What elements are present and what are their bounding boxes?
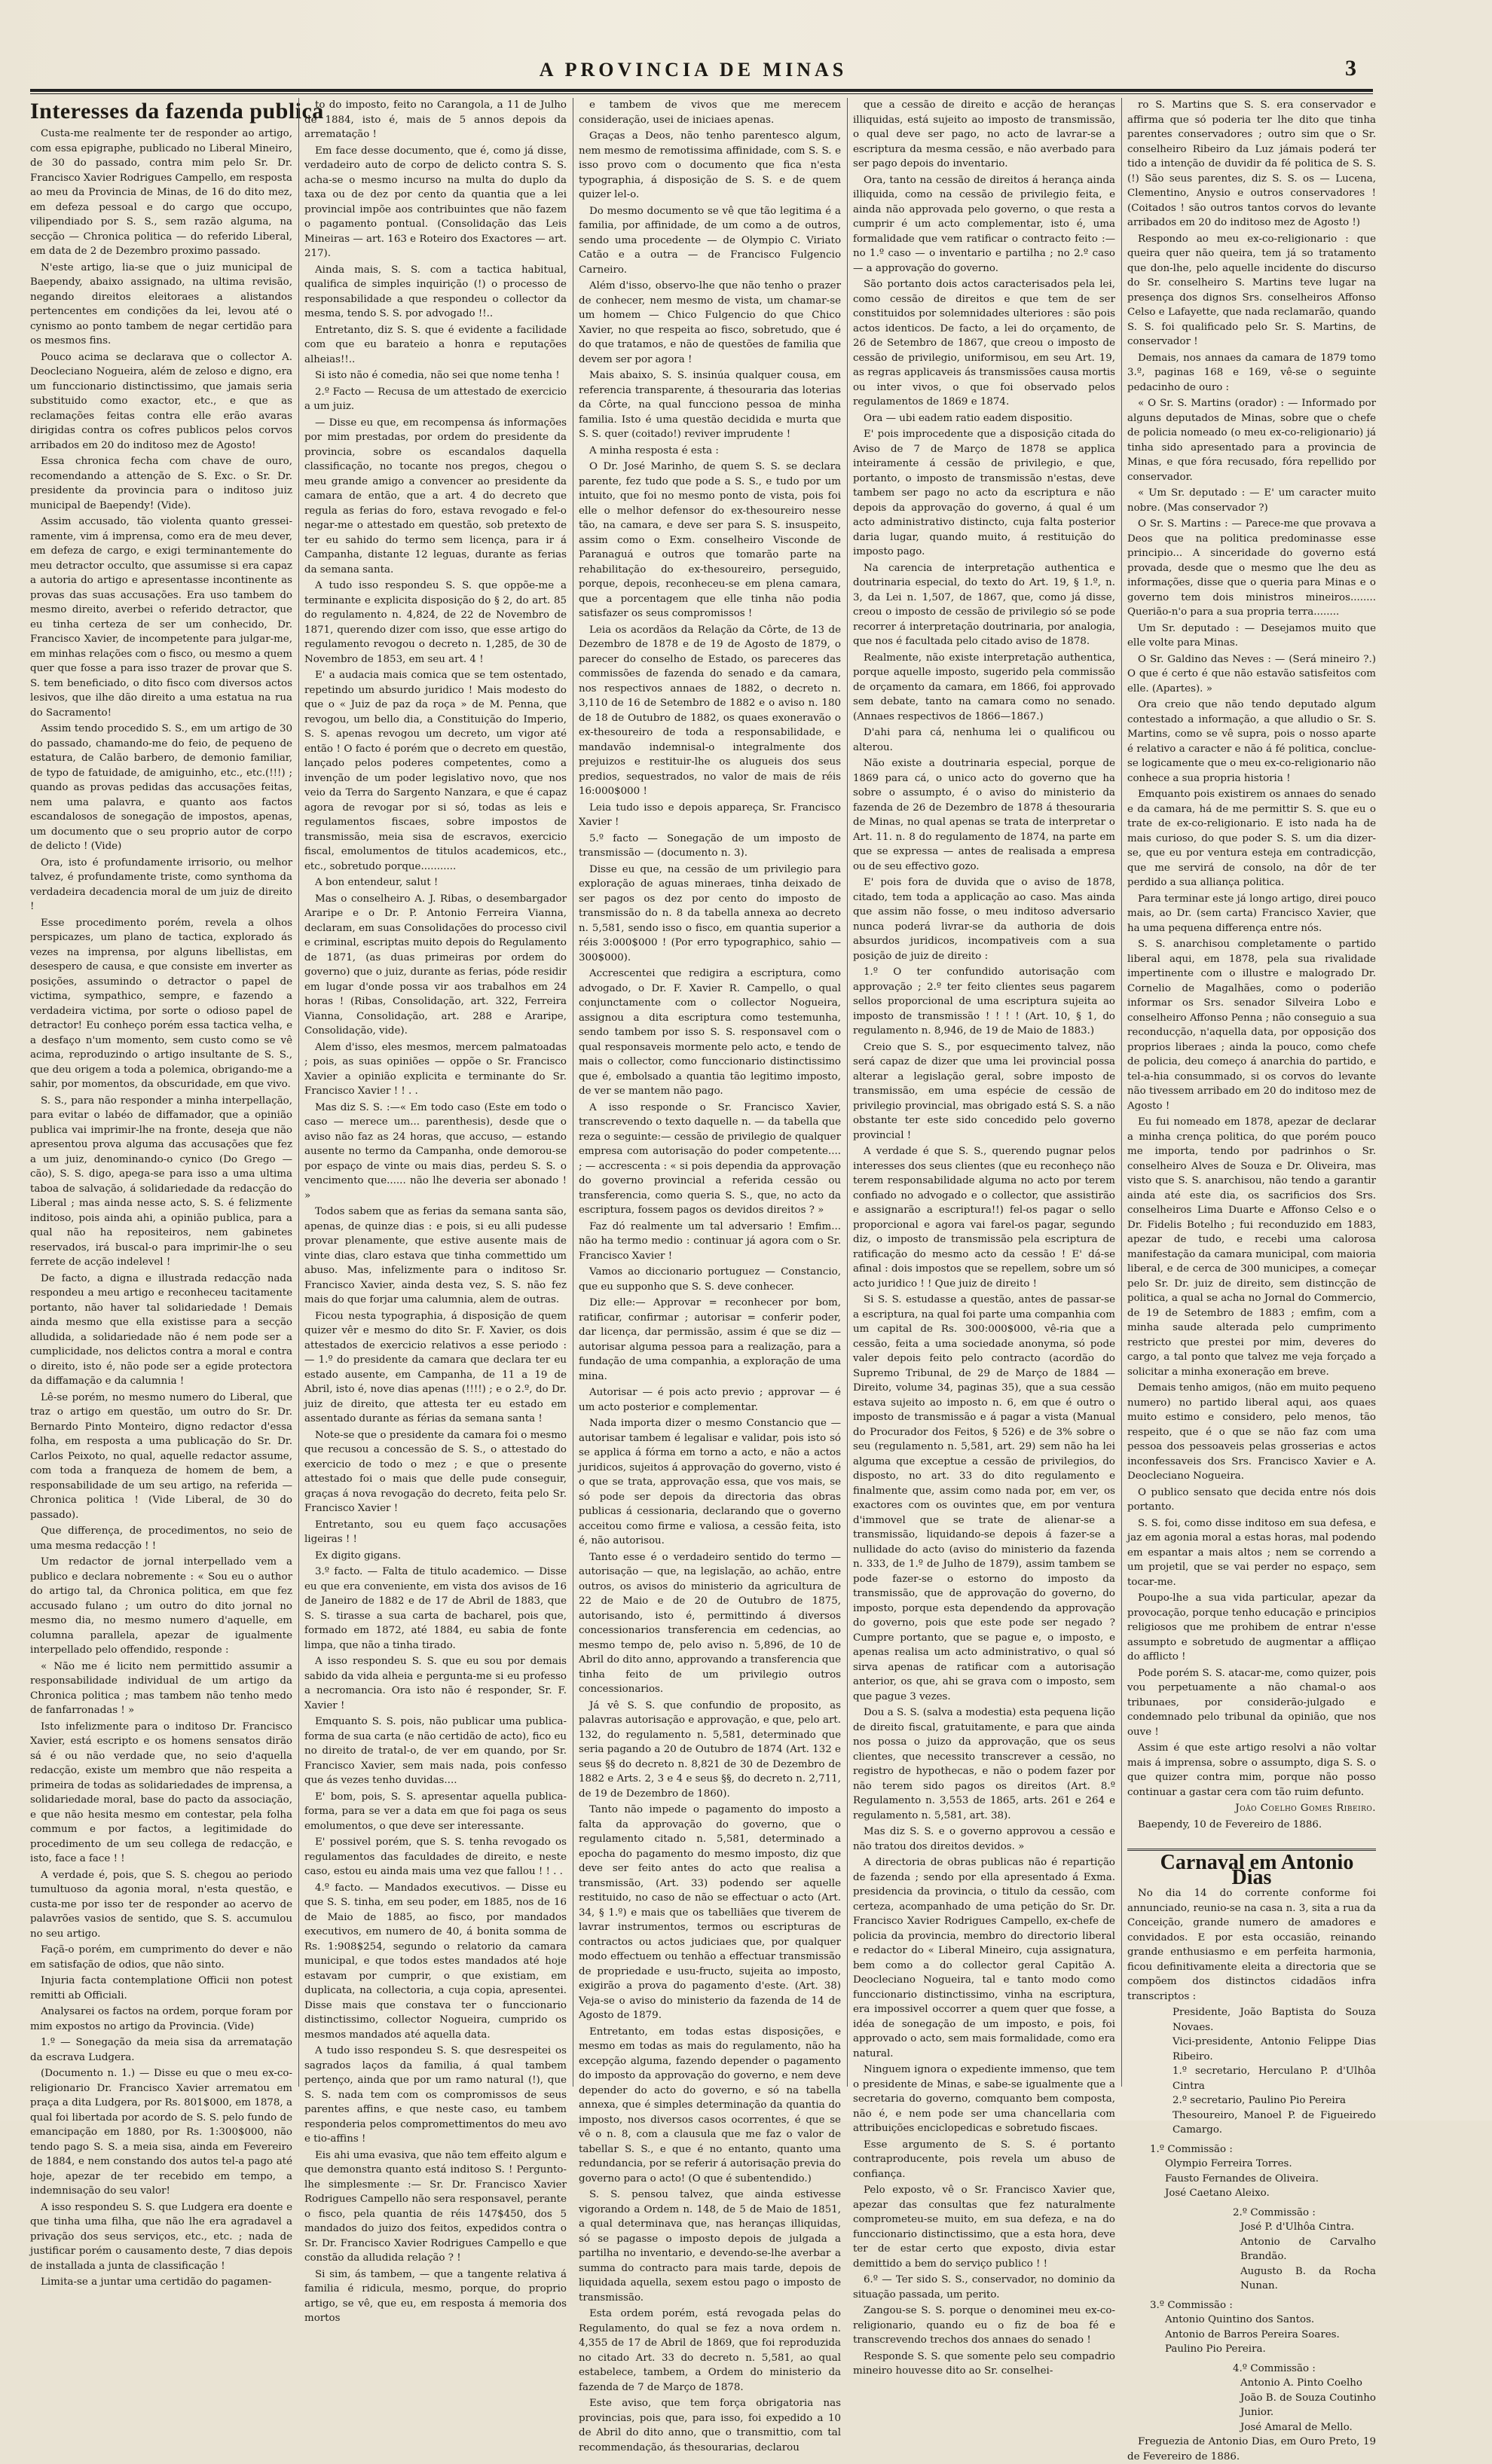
paragraph: Este aviso, que tem força obrigatoria nas provincias, pois que, para isso, foi expedido a 10 de Abril do dito anno, que o transmittio, com tal recommendação, ás thesourarias, declarou [579, 2398, 841, 2453]
paragraph: « Um Sr. deputado : — E' um caracter muito nobre. (Mas conservador ?) [1127, 487, 1376, 514]
paragraph: Si isto não é comedia, não sei que nome tenha ! [315, 370, 560, 381]
paragraph: 1.º O ter confundido autorisação com approvação ; 2.º ter feito clientes seus pagarem sellos proporcional de uma escriptura sujeita ao imposto de transmissão ! ! ! ! (Art. 10, § 1, do regulamento n. 8,946, de 19 de Maio de 1883.) [853, 966, 1115, 1037]
paragraph: Já vê S. S. que confundio de proposito, as palavras autorisação e approvação, e que, pelo art. 132, do regulamento n. 5,581, determinado que seria pagando a 20 de Outubro de 1874 (Art. 132 e seus §§ do decreto n. 8,821 de 30 de Dezembro de 1882 e Arts. 2, 3 e 4 e seus §§, do decreto n. 2,711, de 19 de Dezembro de 1860). [579, 1699, 841, 1800]
paragraph: Ex digito gigans. [315, 1550, 402, 1562]
paragraph: Um redactor de jornal interpellado vem a publico e declara nobremente : « Sou eu o author do artigo tal, da Chronica politica, em que fez accusado fulano ; um outro do dito jornal no mesmo dia, no mesmo numero d'aquelle, em columna parallela, apezar de igualmente interpellado pelo offendido, responde : [30, 1556, 292, 1656]
paragraph: A verdade é que S. S., querendo pugnar pelos interesses dos seus clientes (que eu reconheço não terem responsabilidade alguma no acto por terem confiado no advogado e o collector, que assistirão e assignarão a escriptura!!) fel-os pagar o sello proporcional e agora vai farel-os pagar, segundo diz, o imposto de transmissão pela escriptura de ratificação do mesmo acto da cessão ! E' dá-se afinal : dois impostos que se repellem, sobre um só acto juridico ! ! Que juiz de direito ! [853, 1146, 1115, 1290]
commission-member: José P. d'Ulhôa Cintra. [1240, 2221, 1355, 2233]
commission-member: José Amaral de Mello. [1240, 2421, 1353, 2433]
paragraph: Faz dó realmente um tal adversario ! Emfim... não ha termo medio : continuar já agora com o Sr. Francisco Xavier ! [579, 1220, 841, 1262]
column-2 [304, 98, 567, 2324]
paragraph: Mais abaixo, S. S. insinúa qualquer cousa, em referencia transparente, á thesouraria das loterias da Côrte, na qual funcciono pessoa de minha familia. Isto é uma questão decidida e murta que S. S. quer (coitado!) reviver imprudente ! [579, 370, 841, 440]
paragraph: Esse argumento de S. S. é portanto contraproducente, pois revela um abuso de confiança. [853, 2139, 1115, 2180]
paragraph: « O Sr. S. Martins (orador) : — Informado por alguns deputados de Minas, sobre que o chefe de policia nomeado (o meu ex-co-religionario) já tinha sido apresentado para a provincia de Minas, e que fóra recusado, fóra repellido por conservador. [1127, 398, 1376, 483]
page-header [30, 56, 1356, 89]
paragraph: Assim accusado, tão violenta quanto gresseiramente, vim á imprensa, como era de meu dever, em defeza de cargo, e exigi terminantemente do meu detractor occulto, que assumisse si era capaz a autoria do artigo e apresentasse incontinente as provas das suas accusações. Era uso tambem do mesmo direito, averbei o referido detractor, que eu tinha certeza de ser um conhecido, Dr. Francisco Xavier, de incompetente para julgar-me, em minhas relações com o fisco, ou mesmo a quem quer que fosse a para isso trazer de provar que S. S. tem beneficiado, o dito fisco com diversos actos lesivos, que ilhe dão direito a uma estatua na rua do Sacramento! [30, 516, 292, 719]
paragraph: Graças a Deos, não tenho parentesco algum, nem mesmo de remotissima affinidade, com S. S. e isso provo com o documento que fica n'esta typographia, á disposição de S. S. e de quem quizer lel-o. [579, 130, 841, 200]
paragraph: A isso respondeu S. S. que eu sou por demais sabido da vida alheia e pergunta-me si eu professo a necromancia. Ora isto não é responder, Sr. F. Xavier ! [304, 1656, 567, 1711]
paragraph: Ora — ubi eadem ratio eadem dispositio. [864, 412, 1073, 424]
paragraph: Eis ahi uma evasiva, que não tem effeito algum e que demonstra quanto está inditoso S. ! Pergunto-lhe simplesmente :— Sr. Dr. Francisco Xavier Rodrigues Campello não sera responsavel, perante o fisco, pela quantia de réis 147$450, dos 5 mandados do juizo dos feitos, expedidos contra o Sr. Dr. Francisco Xavier Rodrigues Campello e que constão da alludida relação ? ! [304, 2149, 567, 2264]
paragraph: ro S. Martins que S. S. era conservador e affirma que só poderia ter lhe dito que tinha parentes conservadores ; outro sim que o Sr. conselheiro Ribeiro da Luz jámais poderá ter tido a intenção de duvidir da fé politica de S. S. (!) São seus parentes, diz S. S. os — Lucena, Clementino, Anysio e outros conservadores ! (Coitados ! são outros tantos corvos do levante arribados em 20 do inditoso mez de Agosto !) [1127, 99, 1376, 228]
paragraph: Disse eu que, na cessão de um privilegio para exploração de aguas mineraes, tinha deixado de ser pagos os dez por cento do imposto de transmissão do n. 8 da tabella annexa ao decreto n. 5,581, sendo isso o fisco, em quantia superior a réis 3:000$000 ! (Por erro typographico, sahio — 300$000). [579, 863, 841, 963]
paragraph: O Sr. Galdino das Neves : — (Será mineiro ?.) O que é certo é que não estavão satisfeitos com elle. (Apartes). » [1127, 653, 1376, 695]
paragraph: Limita-se a juntar uma certidão do pagamen- [41, 2276, 272, 2288]
paragraph: Creio que S. S., por esquecimento talvez, não será capaz de dizer que uma lei provincial possa alterar a legislação geral, sobre imposto de transmissão, em uma espécie de cessão de privilegio provincial, mas obrigado está S. S. a não obstante ter este sido concedido pelo governo provincial ! [853, 1041, 1115, 1141]
column-3 [579, 98, 841, 2453]
paragraph: Injuria facta contemplatione Officii non potest remitti ab Officiali. [30, 1975, 292, 2001]
commission-member: José Caetano Aleixo. [1165, 2188, 1270, 2199]
article-title: Interesses da fazenda publica [30, 99, 324, 124]
paragraph: Tanto esse é o verdadeiro sentido do termo — autorisação — que, na legislação, ao achão, entre outros, os avisos do ministerio da agricultura de 22 de Maio e de 20 de Outubro de 1875, autorisando, isto é, permittindo á diversos concessionarios transferencia em cedencias, ao mesmo tempo de, pelo aviso n. 5,896, de 10 de Abril do dito anno, approvando a transferencia que tinha feito de um privilegio outros concessionarios. [579, 1551, 841, 1695]
paragraph: Ainda mais, S. S. com a tactica habitual, qualifica de simples inquirição (!) o processo de responsabilidade a que respondeu o collector da mesma, tendo S. S. por advogado !!.. [304, 264, 567, 319]
paragraph: Ora, tanto na cessão de direitos á herança ainda illiquida, como na cessão de privilegio feita, e ainda não approvada pelo governo, o que resta a cumprir é um acto complementar, isto é, uma formalidade que vem ratificar o contracto feito :— no 1.º caso — o inventario e partilha ; no 2.º caso — a approvação do governo. [853, 174, 1115, 274]
commission-group [1127, 2206, 1376, 2294]
paragraph: Responde S. S. que somente pelo seu compadrio mineiro houvesse dito ao Sr. conselhei- [853, 2350, 1115, 2377]
commission-label: 2.º Commissão : [1233, 2206, 1316, 2218]
paragraph: e tambem de vivos que me merecem consideração, usei de iniciaes apenas. [579, 99, 841, 126]
paragraph: Esse procedimento porém, revela a olhos perspicazes, um plano de tactica, explorado ás vezes na imprensa, por alguns libellistas, em desespero de causa, e que consiste em inverter as posições, assumindo o detractor o papel de victima, sympathico, sempre, e fazendo a verdadeira victima, por sorte o odioso papel de detractor! Eu conheço porém essa tactica velha, e a desfaço n'um momento, sem custo como se vê acima, reproduzindo o artigo insultante de S. S., que deu origem a toda a polemica, obrigando-me a sahir, por momentos, da obscuridade, em que vivo. [30, 917, 292, 1090]
paragraph: Não existe a doutrinaria especial, porque de 1869 para cá, o unico acto do governo que ha sobre o assumpto, é o aviso do ministerio da fazenda de 26 de Dezembro de 1878 á thesouraria de Minas, no qual apenas se trata de interpretar o Art. 11. n. 8 do regulamento de 1874, na parte em que se expressa — antes de realisada a empresa ou de seu effectivo gozo. [853, 758, 1115, 872]
paragraph: Entretanto, sou eu quem faço accusações ligeiras ! ! [304, 1519, 567, 1545]
paragraph: A directoria de obras publicas não é repartição de fazenda ; sendo por ella apresentado á Exma. presidencia da provincia, o titulo da cessão, com certeza, acompanhado de uma petição do Sr. Dr. Francisco Xavier Rodrigues Campello, ex-chefe de policia da provincia, membro do directorio liberal e redactor do « Liberal Mineiro, cuja assignatura, bem como a do collector geral Capitão A. Deocleciano Nogueira, tal e tanto modo como funccionario distinctissimo, vinha na escriptura, era impossivel occorrer a quem quer que fosse, a idéa de sonegação de um imposto, e pois, foi approvado o acto, sem mais formalidade, como era natural. [853, 1857, 1115, 2059]
paragraph: Autorisar — é pois acto previo ; approvar — é um acto posterior e complementar. [579, 1387, 841, 1413]
paragraph: Demais tenho amigos, (não em muito pequeno numero) no partido liberal aqui, aos quaes muito estimo e considero, pelo menos, tão respeito, que é o que se não faz com uma pessoa dos pessoaveis pelas grosserias e actos inconfessaveis dos Srs. Francisco Xavier e A. Deocleciano Nogueira. [1127, 1382, 1376, 1482]
paragraph: Vamos ao diccionario portuguez — Constancio, que eu supponho que S. S. deve conhecer. [579, 1266, 841, 1293]
carnaval-closing: Freguezia de Antonio Dias, em Ouro Preto, 19 de Fevereiro de 1886. [1127, 2436, 1376, 2462]
paragraph: A bon entendeur, salut ! [315, 877, 439, 888]
paragraph: E' pois fora de duvida que o aviso de 1878, citado, tem toda a applicação ao caso. Mas ainda que assim não fosse, o meu inditoso adversario nunca poderá livrar-se da authoria de dois absurdos juridicos, incompativeis com a sua posição de juiz de direito : [853, 877, 1115, 962]
paragraph: Ninguem ignora o expediente immenso, que tem o presidente de Minas, e sabe-se igualmente que a secretaria do governo, comquanto bem composta, não é, e nem pode ser uma chancellaria com attribuições enciclopedicas e sobretudo fiscaes. [853, 2064, 1115, 2134]
column-5 [1127, 98, 1376, 2462]
commission-member: Antonio Quintino dos Santos. [1165, 2314, 1315, 2325]
paragraph: De facto, a digna e illustrada redacção nada respondeu a meu artigo e reconheceu tacitamente portanto, não haver tal solidariedade ! Demais ainda mesmo que ella existisse para a secção alludida, a solidariedade não é nem pode ser a cumplicidade, nos delictos contra a moral e contra o direito, isto é, não pode ser a egide protectora da diffamação e da calumnia ! [30, 1272, 292, 1387]
paragraph: Isto infelizmente para o inditoso Dr. Francisco Xavier, está escripto e os homens sensatos dirão sá é ou não verdade que, no seio d'aquella redacção, existe um membro que não respeita a primeira de todas as solidariedades de imprensa, a solidariedade moral, base do pacto da associação, e que não hesita mesmo em contestar, pela folha commum e por factos, a legitimidade do procedimento de um seu collega de redacção, e isto, face a face ! ! [30, 1721, 292, 1864]
paragraph: São portanto dois actos caracterisados pela lei, como cessão de direitos e que tem de ser constituidos por solemnidades ulteriores : são pois actos identicos. De facto, a lei do orçamento, de 26 de Setembro de 1867, que creou o imposto de cessão de privilegio, uniformisou, em seu Art. 19, as regras applicaveis ás transmissões causa mortis ou inter vivos, o que foi observado pelos regulamentos de 1869 e 1874. [853, 279, 1115, 408]
paragraph: Nada importa dizer o mesmo Constancio que — autorisar tambem é legalisar e validar, pois isto só se applica á fórma em torno a acto, e não a actos juridicos, sujeitos á approvação do governo, visto é o que se trata, approvação essa, que vos mais, se só pode ser depois da directoria das obras publicas á cessionaria, declarando que o governo acceitou como firme e valiosa, a cessão feita, isto é, não autorisou. [579, 1418, 841, 1546]
paragraph: Alem d'isso, eles mesmos, mercem palmatoadas ; pois, as suas opiniões — oppõe o Sr. Francisco Xavier a opinião explicita e terminante do Sr. Francisco Xavier ! ! . . [304, 1041, 567, 1097]
paragraph: S. S. pensou talvez, que ainda estivesse vigorando a Ordem n. 148, de 5 de Maio de 1851, a qual determinava que, nas heranças illiquidas, só se pagasse o imposto depois de julgada a partilha no inventario, e devendo-se-lhe averbar a summa do contracto para mais tarde, depois de liquidada aquella, sexem estou pago o imposto de transmissão. [579, 2189, 841, 2304]
paragraph: Realmente, não existe interpretação authentica, porque aquelle imposto, sugerido pela commissão de orçamento da camara, em 1866, foi approvado sem debate, tanto na camara como no senado. (Annaes respectivos de 1866—1867.) [853, 652, 1115, 722]
paragraph: Um Sr. deputado : — Desejamos muito que elle volte para Minas. [1127, 622, 1376, 649]
paragraph: Essa chronica fecha com chave de ouro, recomendando a attenção de S. Exc. o Sr. Dr. presidente da provincia para o inditoso juiz municipal de Baependy! (Vide). [30, 456, 292, 511]
paragraph: A minha resposta é esta : [589, 444, 719, 456]
commission-member: Paulino Pio Pereira. [1165, 2343, 1266, 2355]
paragraph: S. S. foi, como disse inditoso em sua defesa, e jaz em agonia moral a estas horas, mal podendo em espantar a mais altos ; nem se correndo a um projetil, que se vai perder no espaço, sem tocar-me. [1127, 1517, 1376, 1588]
commission-member: João B. de Souza Coutinho Junior. [1240, 2392, 1376, 2418]
paragraph: Na carencia de interpretação authentica e doutrinaria especial, do texto do Art. 19, § 1.º, n. 3, da Lei n. 1,507, de 1867, que, como já disse, creou o imposto de cessão de privilegio só se pode recorrer á interpretação doutrinaria, por analogia, que nos é facultada pelo citado aviso de 1878. [853, 562, 1115, 647]
paragraph: Assim tendo procedido S. S., em um artigo de 30 do passado, chamando-me do feio, de pequeno de estatura, de Calão barbero, de demonio familiar, de typo de fatuidade, de amiguinho, etc., etc.(!!!) ; quando as provas pedidas das accusações feitas, nem uma palavra, e quanto aos factos escandalosos de sonegação de impostos, apenas, um documento que o seu proprio autor de corpo de delicto ! (Vide) [30, 723, 292, 852]
header-rule [30, 89, 1373, 94]
paragraph: Pode porém S. S. atacar-me, como quizer, pois vou perpetuamente a não chamal-o aos tribunaes, por considerão-julgado e condemnado pelo tribunal da opinião, que nos ouve ! [1127, 1667, 1376, 1738]
paragraph: Si S. S. estudasse a questão, antes de passar-se a escriptura, na qual foi parte uma companhia com um capital de Rs. 300:000$000, vê-ria que a cessão, feita a uma sociedade anonyma, só pode valer depois feito pelo contracto (acordão do Supremo Tribunal, de 29 de Março de 1884 — Direito, volume 34, paginas 35), que a sua cessão estava sujeito ao imposto n. 6, em que é outro o imposto de transmissão e á pagar a vista (Manual do Procurador dos Feitos, § 526) e de 3% sobre o seu (regulamento n. 5,581, art. 29) sem não ha lei alguma que exceptue a cessão de privilegios, do disposto, no art. 33 do dito regulamento e finalmente que, assim como nada por, em ver, os exactores com os ouvintes que, em por ventura d'immovel que se trate de alienar-se a transmissão, liquidando-se depois á fazer-se a nullidade do acto (aviso do ministerio da fazenda n. 333, de 1.º de Julho de 1879), assim tambem se pode fazer-se o estorno do imposto da transmissão, que de approvação do governo, do imposto, porque esta dependendo da approvação do governo, pois que este pode ser negado ? Cumpre portanto, que se pague e, o imposto, e apenas realisa um acto administrativo, o qual só sirva apenas de ratificar com a autorisação anterior, os que, ahi se grava com o imposto, sem que pague 3 vezes. [853, 1294, 1115, 1702]
paragraph: E' a audacia mais comica que se tem ostentado, repetindo um absurdo juridico ! Mais modesto do que o « Juiz de paz da roça » de M. Penna, que revogou, um bello dia, a Constituição do Imperio, S. S. apenas revogou um decreto, um vigor até então ! O facto é porém que o decreto em questão, lançado pelos poderes competentes, como a invenção de um poder legislativo novo, que nos veio da Terra do Sargento Nanzara, e que é capaz agora de revogar por si só, todas as leis e regulamentos fiscaes, sobre impostos de transmissão, meia sisa de escravos, exercicio fiscal, emolumentos de titulos academicos, etc., etc., sobretudo porque........... [304, 670, 567, 872]
paragraph: O Dr. José Marinho, de quem S. S. se declara parente, fez tudo que pode a S. S., e tudo por um intuito, que foi no mesmo ponto de vista, pois foi elle o melhor defensor do ex-thesoureiro nesse tão, na camara, e deve ser para S. S. insuspeito, assim como o Exm. conselheiro Visconde de Paranaguá e outros que tomarão parte na rehabilitação do ex-thesoureiro, perseguido, porque, depois, reconheceu-se em plena camara, que a porcentagem que elle tinha não podia satisfazer os seus compromissos ! [579, 461, 841, 619]
paragraph: Diz elle:— Approvar = reconhecer por bom, ratificar, confirmar ; autorisar = conferir poder, dar licença, dar permissão, assim é que se diz — autorisar alguma pessoa para a realização, para a fundação de uma companhia, a exploração de uma mina. [579, 1297, 841, 1382]
column-divider [298, 98, 299, 2087]
paragraph: Respondo ao meu ex-co-religionario : que queira quer não queira, tem já so tratamento que don-lhe, pelo aquelle incidente do discurso do Sr. conselheiro S. Martins teve lugar na presença dos dignos Srs. conselheiros Affonso Celso e Lafayette, que nada reclamarão, quando S. S. foi qualificado pelo Sr. S. Martins, de conservador ! [1127, 233, 1376, 347]
paragraph: Além d'isso, observo-lhe que não tenho o prazer de conhecer, nem mesmo de vista, um chamar-se um homem — Chico Fulgencio do que Chico Xavier, no que respeita ao fisco, sobretudo, que é do que tratamos, e não de questões de familia que devem ser por agora ! [579, 280, 841, 365]
paragraph: Façã-o porém, em cumprimento do dever e não em satisfação de odios, que não sinto. [30, 1944, 292, 1971]
paragraph: Ora creio que não tendo deputado algum contestado a informação, a que alludio o Sr. S. Martins, como se vê supra, pois o nosso aparte é relativo a caracter e não á fé politica, conclue-se logicamente que o meu ex-co-religionario não conhece a sua propria historia ! [1127, 699, 1376, 784]
paragraph: Emquanto S. S. pois, não publicar uma publica-forma de sua carta (e não certidão de acto), fico eu no direito de tratal-o, de ver em quando, por Sr. Francisco Xavier, sem mais nada, pois confesso que ás vezes tenho duvidas.... [304, 1716, 567, 1786]
paragraph: 4.º facto. — Mandados executivos. — Disse eu que S. S. tinha, em seu poder, em 1885, nos de 16 de Maio de 1885, ao fisco, por mandados executivos, em numero de 40, á bonita somma de Rs. 1:908$254, segundo o relatorio da camara municipal, e que todos estes mandados até hoje estavam por cumprir, o que existiam, em duplicata, na collectoria, a cuja copia, apresentei. Disse mais que constava ter o funccionario distinctissimo, collector Nogueira, cumprido os mesmos mandados até aquella data. [304, 1882, 567, 2041]
paragraph: Poupo-lhe a sua vida particular, apezar da provocação, porque tenho educação e principios religiosos que me prohibem de entrar n'esse assumpto e sobretudo de augmentar a affliçao do afflicto ! [1127, 1592, 1376, 1663]
paragraph: Ora, isto é profundamente irrisorio, ou melhor talvez, é profundamente triste, como synthoma da verdadeira decadencia moral de um juiz de direito ! [30, 856, 292, 912]
paragraph: 1.º — Sonegação da meia sisa da arrematação da escrava Ludgera. [30, 2037, 292, 2063]
paragraph: Emquanto pois existirem os annaes do senado e da camara, há de me permittir S. S. que eu o trate de ex-co-religionario. E isto nada ha de mais curioso, do que poder S. S. um dia dizer-se, que eu por ventura esteja em contradicção, que me servirá de consolo, na dôr de ter perdido a sua alliança politica. [1127, 789, 1376, 888]
paragraph: N'este artigo, lia-se que o juiz municipal de Baependy, abaixo assignado, na ultima revisão, negando direitos eleitoraes a alistandos pertencentes em condições da lei, levou até o cynismo ao ponto tambem de negar certidão para os mesmos fins. [30, 261, 292, 347]
paragraph: A isso respondeu S. S. que Ludgera era doente e que tinha uma filha, que não lhe era agradavel a privação dos seus serviços, etc., etc. ; nada de justificar porém o causamento deste, 7 dias depois de installada a junta de classificação ! [30, 2201, 292, 2272]
paragraph: Entretanto, diz S. S. que é evidente a facilidade com que eu barateio a honra e reputações alheias!!.. [304, 324, 567, 365]
paragraph: A verdade é, pois, que S. S. chegou ao periodo tumultuoso da agonia moral, n'esta questão, e custa-me por isso ter de responder ao acervo de palavrões vasios de sentido, que S. S. accumulou no seu artigo. [30, 1869, 292, 1940]
paragraph: Note-se que o presidente da camara foi o mesmo que recusou a concessão de S. S., o attestado do exercicio de todo o mez ; e que o presente attestado foi o mais que delle pude conseguir, graças á nova revogação do decreto, feita pelo Sr. Francisco Xavier ! [304, 1429, 567, 1514]
column-1 [30, 98, 324, 2288]
commission-label: 3.º Commissão : [1150, 2299, 1233, 2311]
paragraph: E' bom, pois, S. S. apresentar aquella publica-forma, para se ver a data em que foi paga os seus emolumentos, o que deve ser interessante. [304, 1791, 567, 1832]
paragraph: que a cessão de direito e acção de heranças illiquidas, está sujeito ao imposto de transmissão, o qual deve ser pago, no acto de lavrar-se a escriptura da mesma cessão, e não averbado para ser pago depois do inventario. [853, 99, 1115, 169]
paragraph: Pelo exposto, vê o Sr. Francisco Xavier que, apezar das consultas que fez naturalmente comprometeu-se muito, em sua defeza, e na do funccionario distinctissimo, que a esta hora, deve ter de estar certo que exposto, divia estar demittido a bem do serviço publico ! ! [853, 2185, 1115, 2270]
paragraph: Entretanto, em todas estas disposições, e mesmo em todas as mais do regulamento, não ha excepção alguma, fazendo depender o pagamento do imposto da approvação do governo, e nem deve depender do acto do governo, e só na tabella annexa, que é simples determinação da quantia do imposto, nos diversos casos ocorrentes, é que se vê o n. 8, com a clausula que me faz o valor de tabellar S. S., e que é no entanto, quanto uma redundancia, por se referir á autorisação previa do governo para o acto! (O que é subentendido.) [579, 2026, 841, 2185]
carnaval-commissions [1127, 2142, 1376, 2435]
paragraph: A tudo isso respondeu S. S. que oppõe-me a terminante e explicita disposição do § 2, do art. 85 do regulamento n. 4,824, de 22 de Novembro de 1871, querendo dizer com isso, que esse artigo do regulamento revogou o decreto n. 1,285, de 30 de Novembro de 1853, em seu art. 4 ! [304, 580, 567, 665]
column-2-body [304, 98, 567, 2326]
paragraph: Lê-se porém, no mesmo numero do Liberal, que traz o artigo em questão, um outro do Sr. Dr. Bernardo Pinto Monteiro, digno redactor d'essa folha, em resposta a uma publicação do Sr. Dr. Carlos Peixoto, no qual, aquelle redactor assume, com toda a franqueza de homem de bem, a responsabilidade de um seu artigo, na referida — Chronica politica ! (Vide Liberal, de 30 do passado). [30, 1391, 292, 1521]
paragraph: Ficou nesta typographia, á disposição de quem quizer vêr e mesmo do dito Sr. F. Xavier, os dois attestados de exercicio relativos a esse periodo : — 1.º do presidente da camara que declara ter eu estado ausente, em Campanha, de 11 a 19 de Abril, isto é, nove dias apenas (!!!!) ; e o 2.º, do Dr. juiz de direito, que attesta ter eu estado em assentado durante as férias da semana santa ! [304, 1310, 567, 1424]
paragraph: to do imposto, feito no Carangola, a 11 de Julho de 1884, isto é, mais de 5 annos depois da arrematação ! [304, 99, 567, 140]
paragraph: Leia tudo isso e depois appareça, Sr. Francisco Xavier ! [579, 801, 841, 828]
commission-member: Antonio de Barros Pereira Soares. [1165, 2328, 1340, 2340]
paragraph: A tudo isso respondeu S. S. que desrespeitei os sagrados laços da familia, á qual tambem pertenço, ainda que por um ramo natural (!), que S. S. nada tem com os compromissos de seus parentes affins, e que neste caso, eu tambem responderia pelos compromettimentos do meu avo e tio-affins ! [304, 2045, 567, 2145]
paragraph: Assim é que este artigo resolvi a não voltar mais á imprensa, sobre o assumpto, diga S. S. o que quizer contra mim, porque não posso continuar a gastar cera com tão ruim defunto. [1127, 1742, 1376, 1798]
paragraph: 6.º — Ter sido S. S., conservador, no dominio da situação passada, um perito. [853, 2274, 1115, 2301]
column-4-body [853, 98, 1115, 2379]
paragraph: Do mesmo documento se vê que tão legitima é a familia, por affinidade, de um como a de outros, sendo uma procedente — de Olympio C. Viriato Catão e a outra — de Francisco Fulgencio Carneiro. [579, 205, 841, 276]
paragraph: Para terminar este já longo artigo, direi pouco mais, ao Dr. (sem carta) Francisco Xavier, que ha uma pequena differença entre nós. [1127, 893, 1376, 934]
carnaval-board [1127, 2005, 1376, 2138]
paragraph: Demais, nos annaes da camara de 1879 tomo 3.º, paginas 168 e 169, vê-se o seguinte pedacinho de ouro : [1127, 352, 1376, 393]
paragraph: Em face desse documento, que é, como já disse, verdadeiro auto de corpo de delicto contra S. S. acha-se o mesmo incurso na multa do duplo da taxa ou de dez por cento da quantia que a lei provincial impõe aos contribuintes que não fazem o pagamento pontual. (Consolidação das Leis Mineiras — art. 163 e Roteiro dos Exactores — art. 217). [304, 145, 567, 259]
paragraph: Mas diz S. S. e o governo approvou a cessão e não tratou dos direitos devidos. » [853, 1826, 1115, 1852]
board-member: Presidente, João Baptista do Souza Novaes. [1173, 2007, 1376, 2033]
commission-group [1127, 2362, 1376, 2435]
article-signature: João Coelho Gomes Ribeiro. [1235, 1803, 1376, 1814]
paragraph: S. S. anarchisou completamente o partido liberal aqui, em 1878, pela sua rivalidade impertinente com o illustre e malogrado Dr. Cornelio de Magalhães, como o poderião informar os Srs. senador Silveira Lobo e conselheiro Affonso Penna ; não conseguio a sua reconducção, n'aquella data, por opposição dos proprios liberaes ; ainda la pouco, como chefe de policia, deu começo á anarchia do partido, e tel-a-hia consummado, si os corvos do levante não tivessem arribado em 20 do inditoso mez de Agosto ! [1127, 939, 1376, 1112]
paragraph: Todos sabem que as ferias da semana santa são, apenas, de quinze dias : e pois, si eu alli pudesse provar plenamente, que estive ausente mais de vinte dias, claro estava que tinha commettido um abuso. Mas, infelizmente para o inditoso Sr. Francisco Xavier, ainda desta vez, S. S. não fez mais do que forjar uma calumnia, alem de outras. [304, 1206, 567, 1305]
paragraph: Eu fui nomeado em 1878, apezar de declarar a minha crença politica, do que porém pouco me importa, tendo por padrinhos o Sr. conselheiro Alves de Souza e Dr. Oliveira, mas visto que S. S. anarchisou, não tendo a garantir ainda até este dia, os sacrificios dos Srs. conselheiros Lima Duarte e Affonso Celso e o Dr. Fidelis Botelho ; fui reconduzido em 1883, apezar de tudo, e recebi uma calorosa manifestação da camara municipal, com maioria liberal, e de cerca de 300 municipes, a começar pelo Sr. Dr. juiz de direito, sem distincção de politica, a qual se acha no Jornal do Commercio, de 19 de Setembro de 1883 ; emfim, com a minha saude alterada pelo cumprimento restricto que prestei por mim, deveres do cargo, a tal ponto que talvez me veja forçado a solicitar a minha exoneração em breve. [1127, 1116, 1376, 1378]
paragraph: 5.º facto — Sonegação de um imposto de transmissão — (documento n. 3). [579, 832, 841, 859]
paragraph: Si sim, ás tambem, — que a tangente relativa á familia é ridicula, mesmo, porque, do proprio artigo, se vê, que eu, em resposta á memoria dos mortos [304, 2268, 567, 2324]
paragraph: Esta ordem porém, está revogada pelas do Regulamento, do qual se fez a nova ordem n. 4,355 de 17 de Abril de 1869, que foi reproduzida no citado Art. 33 do decreto n. 5,581, ao qual estabelece, tambem, a Ordem do ministerio da fazenda de 7 de Março de 1878. [579, 2308, 841, 2393]
board-member: 2.º secretario, Paulino Pio Pereira [1173, 2095, 1347, 2106]
paragraph: « Não me é licito nem permittido assumir a responsabilidade individual de um artigo da Chronica politica ; mas tambem não tenho medo de fanfarronadas ! » [30, 1660, 292, 1716]
paragraph: (Documento n. 1.) — Disse eu que o meu ex-co-religionario Dr. Francisco Xavier arrematou em praça a dita Ludgera, por Rs. 801$000, em 1878, a qual foi libertada por acordo de S. S. pelo fundo de emancipação em 1880, por Rs. 1:300$000, não tendo pago S. S. a meia sisa, ainda em Fevereiro de 1884, e nem constando dos autos tel-a pago até hoje, apezar de ter recebido em tempo, a indemnisação do seu valor! [30, 2068, 292, 2197]
board-member: 1.º secretario, Herculano P. d'Ulhôa Cintra [1173, 2066, 1376, 2092]
paragraph: Accrescentei que redigira a escriptura, como advogado, o Dr. F. Xavier R. Campello, o qual conjunctamente com o collector Nogueira, assignou a dita escriptura como testemunha, sendo tambem por isso S. S. responsavel com o qual responsaveis mormente pelo acto, e tendo de mais o collector, como funccionario distinctissimo que é, embolsado a quantia tão legitimo imposto, de ver se mantem não pago. [579, 968, 841, 1097]
paragraph: — Disse eu que, em recompensa ás informações por mim prestadas, por ordem do presidente da provincia, sobre os escandalos daquella classificação, no tocante nos pregos, chegou o meu grande amigo a convencer ao presidente da camara de então, que a art. 4 do decreto que regula as ferias do foro, estava revogado e fel-o negar-me o attestado em questão, sob pretexto de ter eu sahido do termo sem licença, para ir á Campanha, distante 12 leguas, durante as ferias da semana santa. [304, 417, 567, 576]
commission-member: Augusto B. da Rocha Nunan. [1240, 2265, 1376, 2291]
carnaval-intro: No dia 14 do corrente conforme foi annunciado, reunio-se na casa n. 3, sita a rua da Conceição, grande numero de amadores e convidados. E por esta occasião, reinando grande enthusiasmo e em perfeita harmonia, ficou definitivamente eleita a directoria que se compõem dos distinctos cidadãos infra transcriptos : [1127, 1888, 1376, 2002]
commission-member: Olympio Ferreira Torres. [1165, 2158, 1292, 2169]
board-member: Thesoureiro, Manoel P. de Figueiredo Camargo. [1173, 2109, 1376, 2136]
paragraph: 2.º Facto — Recusa de um attestado de exercicio a um juiz. [304, 386, 567, 412]
board-member: Vici-presidente, Antonio Felippe Dias Ribeiro. [1173, 2036, 1376, 2062]
page-number: 3 [1345, 56, 1356, 81]
paragraph: Leia os acordãos da Relação da Côrte, de 13 de Dezembro de 1878 e de 19 de Agosto de 1879, o parecer do conselho de Estado, os pareceres das commissões de fazenda do senado e da camara, nos respectivos annaes de 1882, o decreto n. 3,110 de 16 de Setembro de 1882 e o aviso n. 180 de 18 de Outubro de 1882, os quaes exoneravão o ex-thesoureiro de toda a responsabilidade, e mandavão indemnisal-o integralmente dos prejuizos e restituir-lhe os alugueis dos seus predios, sequestrados, no valor de mais de réis 16:000$000 ! [579, 624, 841, 797]
article-columns [30, 98, 1376, 2462]
column-5-body [1127, 98, 1376, 1800]
commission-group [1127, 2142, 1376, 2201]
paragraph: 3.º facto. — Falta de titulo academico. — Disse eu que era conveniente, em vista dos avisos de 16 de Janeiro de 1882 e de 17 de Abril de 1883, que S. S. tirasse a sua carta de bacharel, pois que, formado em 1872, até 1884, eu sabia de fonte limpa, que não a tinha tirado. [304, 1566, 567, 1651]
paragraph: E' possivel porém, que S. S. tenha revogado os regulamentos das faculdades de direito, e neste caso, estou eu ainda mais uma vez que fallou ! ! . . [304, 1837, 567, 1877]
paragraph: Custa-me realmente ter de responder ao artigo, com essa epigraphe, publicado no Liberal Mineiro, de 30 do passado, contra mim pelo Sr. Dr. Francisco Xavier Rodrigues Campello, em resposta ao meu da Provincia de Minas, de 16 do dito mez, em defeza pessoal e do cargo que occupo, vilipendiado por S. S., sem razão alguma, na secção — Chronica politica — do referido Liberal, em data de 2 de Dezembro proximo passado. [30, 128, 292, 257]
column-3-body [579, 98, 841, 2455]
column-4 [853, 98, 1115, 2377]
paragraph: Tanto não impede o pagamento do imposto a falta da approvação do governo, que o regulamento citado n. 5,581, determinado a epocha do pagamento do mesmo imposto, diz que deve ser feito antes do acto que realisa a transmissão, (Art. 33) podendo ser aquelle restituido, no caso de não se effectuar o acto (Art. 34, § 1.º) e mais que os tabelliães que tiverem de lavrar instrumentos, termos ou escripturas de contractos ou actos judiciaes que, por qualquer modo effectuem ou tenhão a effectuar transmissão de propriedade e usu-fructo, sujeita ao imposto, exigirão a prova do pagamento d'este. (Art. 38) Veja-se o aviso do ministerio da fazenda de 14 de Agosto de 1879. [579, 1804, 841, 2021]
paragraph: Zangou-se S. S. porque o denominei meu ex-co-religionario, quando eu o fiz de boa fé e transcrevendo trechos dos annaes do senado ! [853, 2305, 1115, 2346]
paragraph: Pouco acima se declarava que o collector A. Deocleciano Nogueira, além de zeloso e digno, era um funccionario distinctissimo, que jamais seria substituido como exactor, etc., e que as reclamações feitas contra elle erão avaras dirigidas contra os cofres publicos pelos corvos arribados em 20 do inditoso mez de Agosto! [30, 351, 292, 451]
column-divider [847, 98, 848, 2087]
column-1-body [30, 127, 292, 2290]
paragraph: Mas diz S. S. :—« Em todo caso (Este em todo o caso — merece um... parenthesis), desde que o aviso não faz as 24 horas, que accuso, — estando ausente no termo da Campanha, onde demorou-se por espaço de vinte ou mais dias, perdeu S. S. o vencimento que...... não lhe deveria ser abonado ! » [304, 1101, 567, 1201]
commission-group [1127, 2298, 1376, 2357]
carnaval-title: Carnaval em Antonio Dias [1160, 1851, 1354, 1889]
paragraph: Mas o conselheiro A. J. Ribas, o desembargador Araripe e o Dr. P. Antonio Ferreira Vianna, declaram, em suas Consolidações do processo civil e criminal, escriptas muito depois do Regulamento de 1871, (as duas primeiras por ordem do governo) que o juiz, durante as ferias, póde residir em lugar d'onde possa vir aos trabalhos em 24 horas ! (Ribas, Consolidação, art. 322, Ferreira Vianna, Consolidação, art. 288 e Araripe, Consolidação, vide). [304, 893, 567, 1037]
commission-member: Antonio de Carvalho Brandão. [1240, 2236, 1376, 2262]
paragraph: Que differença, de procedimentos, no seio de uma mesma redacção ! ! [30, 1525, 292, 1552]
column-divider [1121, 98, 1122, 2087]
commission-member: Antonio A. Pinto Coelho [1240, 2377, 1362, 2389]
paragraph: O publico sensato que decida entre nós dois portanto. [1127, 1486, 1376, 1513]
article-dateline: Baependy, 10 de Fevereiro de 1886. [1138, 1818, 1322, 1830]
newspaper-title: A PROVINCIA DE MINAS [539, 59, 848, 81]
paragraph: S. S., para não responder a minha interpellação, para evitar o labéo de diffamador, que a opinião publica vai imprimir-lhe na fronte, deseja que não apresentou prova alguma das accusações que fez a um juiz, denominando-o cynico (Do Grego — cão), S. S. digo, apega-se para isso a uma ultima taboa de salvação, á solidariedade da redacção do Liberal ; mas ainda nesse acto, S. S. é felizmente inditoso, pois ainda ahi, a opinião publica, para a qual não ha repositeiros, nem gabinetes reservados, irá buscal-o para imprimir-lhe o seu ferrete de acção indelevel ! [30, 1095, 292, 1268]
commission-member: Fausto Fernandes de Oliveira. [1165, 2172, 1319, 2185]
commission-label: 4.º Commissão : [1233, 2362, 1316, 2374]
paragraph: Analysarei os factos na ordem, porque foram por mim expostos no artigo da Provincia. (Vide) [30, 2006, 292, 2032]
paragraph: Dou a S. S. (salva a modestia) esta pequena lição de direito fiscal, gratuitamente, e para que ainda nos possa o juizo da approvação, que os seus clientes, que necessito transcrever a cessão, no registro de hypothecas, e não o podem fazer por não terem sido pagos os direitos (Art. 8.º Regulamento n. 3,553 de 1865, arts. 261 e 264 e regulamento n. 5,581, art. 38). [853, 1707, 1115, 1821]
paragraph: D'ahi para cá, nenhuma lei o qualificou ou alterou. [853, 727, 1115, 753]
paragraph: E' pois improcedente que a disposição citada do Aviso de 7 de Março de 1878 se applica inteiramente á cessão de privilegio, e que, portanto, o imposto de transmissão n'estas, deve tambem ser pago no acto da escriptura e não depois da approvação do governo, á qual é um acto administrativo distincto, cuja falta posterior daria lugar, quando muito, á restituição do imposto pago. [853, 429, 1115, 557]
paragraph: O Sr. S. Martins : — Parece-me que provava a Deos que na politica predominasse esse principio... A sinceridade do governo está provada, desde que o mesmo que lhe deu as informações, disse que o queria para Minas e o governo tem dois ministros mineiros........ Querião-n'o para a sua propria terra........ [1127, 518, 1376, 618]
paragraph: A isso responde o Sr. Francisco Xavier, transcrevendo o texto daquelle n. — da tabella que reza o seguinte:— cessão de privilegio de qualquer empresa com autorisação do poder competente.... ; — accrescenta : « si pois dependia da approvação do governo provincial a referida cessão ou transferencia, como queria S. S., que, no acto da escriptura, fossem pagos os devidos direitos ? » [579, 1101, 841, 1216]
commission-label: 1.º Commissão : [1150, 2143, 1233, 2155]
